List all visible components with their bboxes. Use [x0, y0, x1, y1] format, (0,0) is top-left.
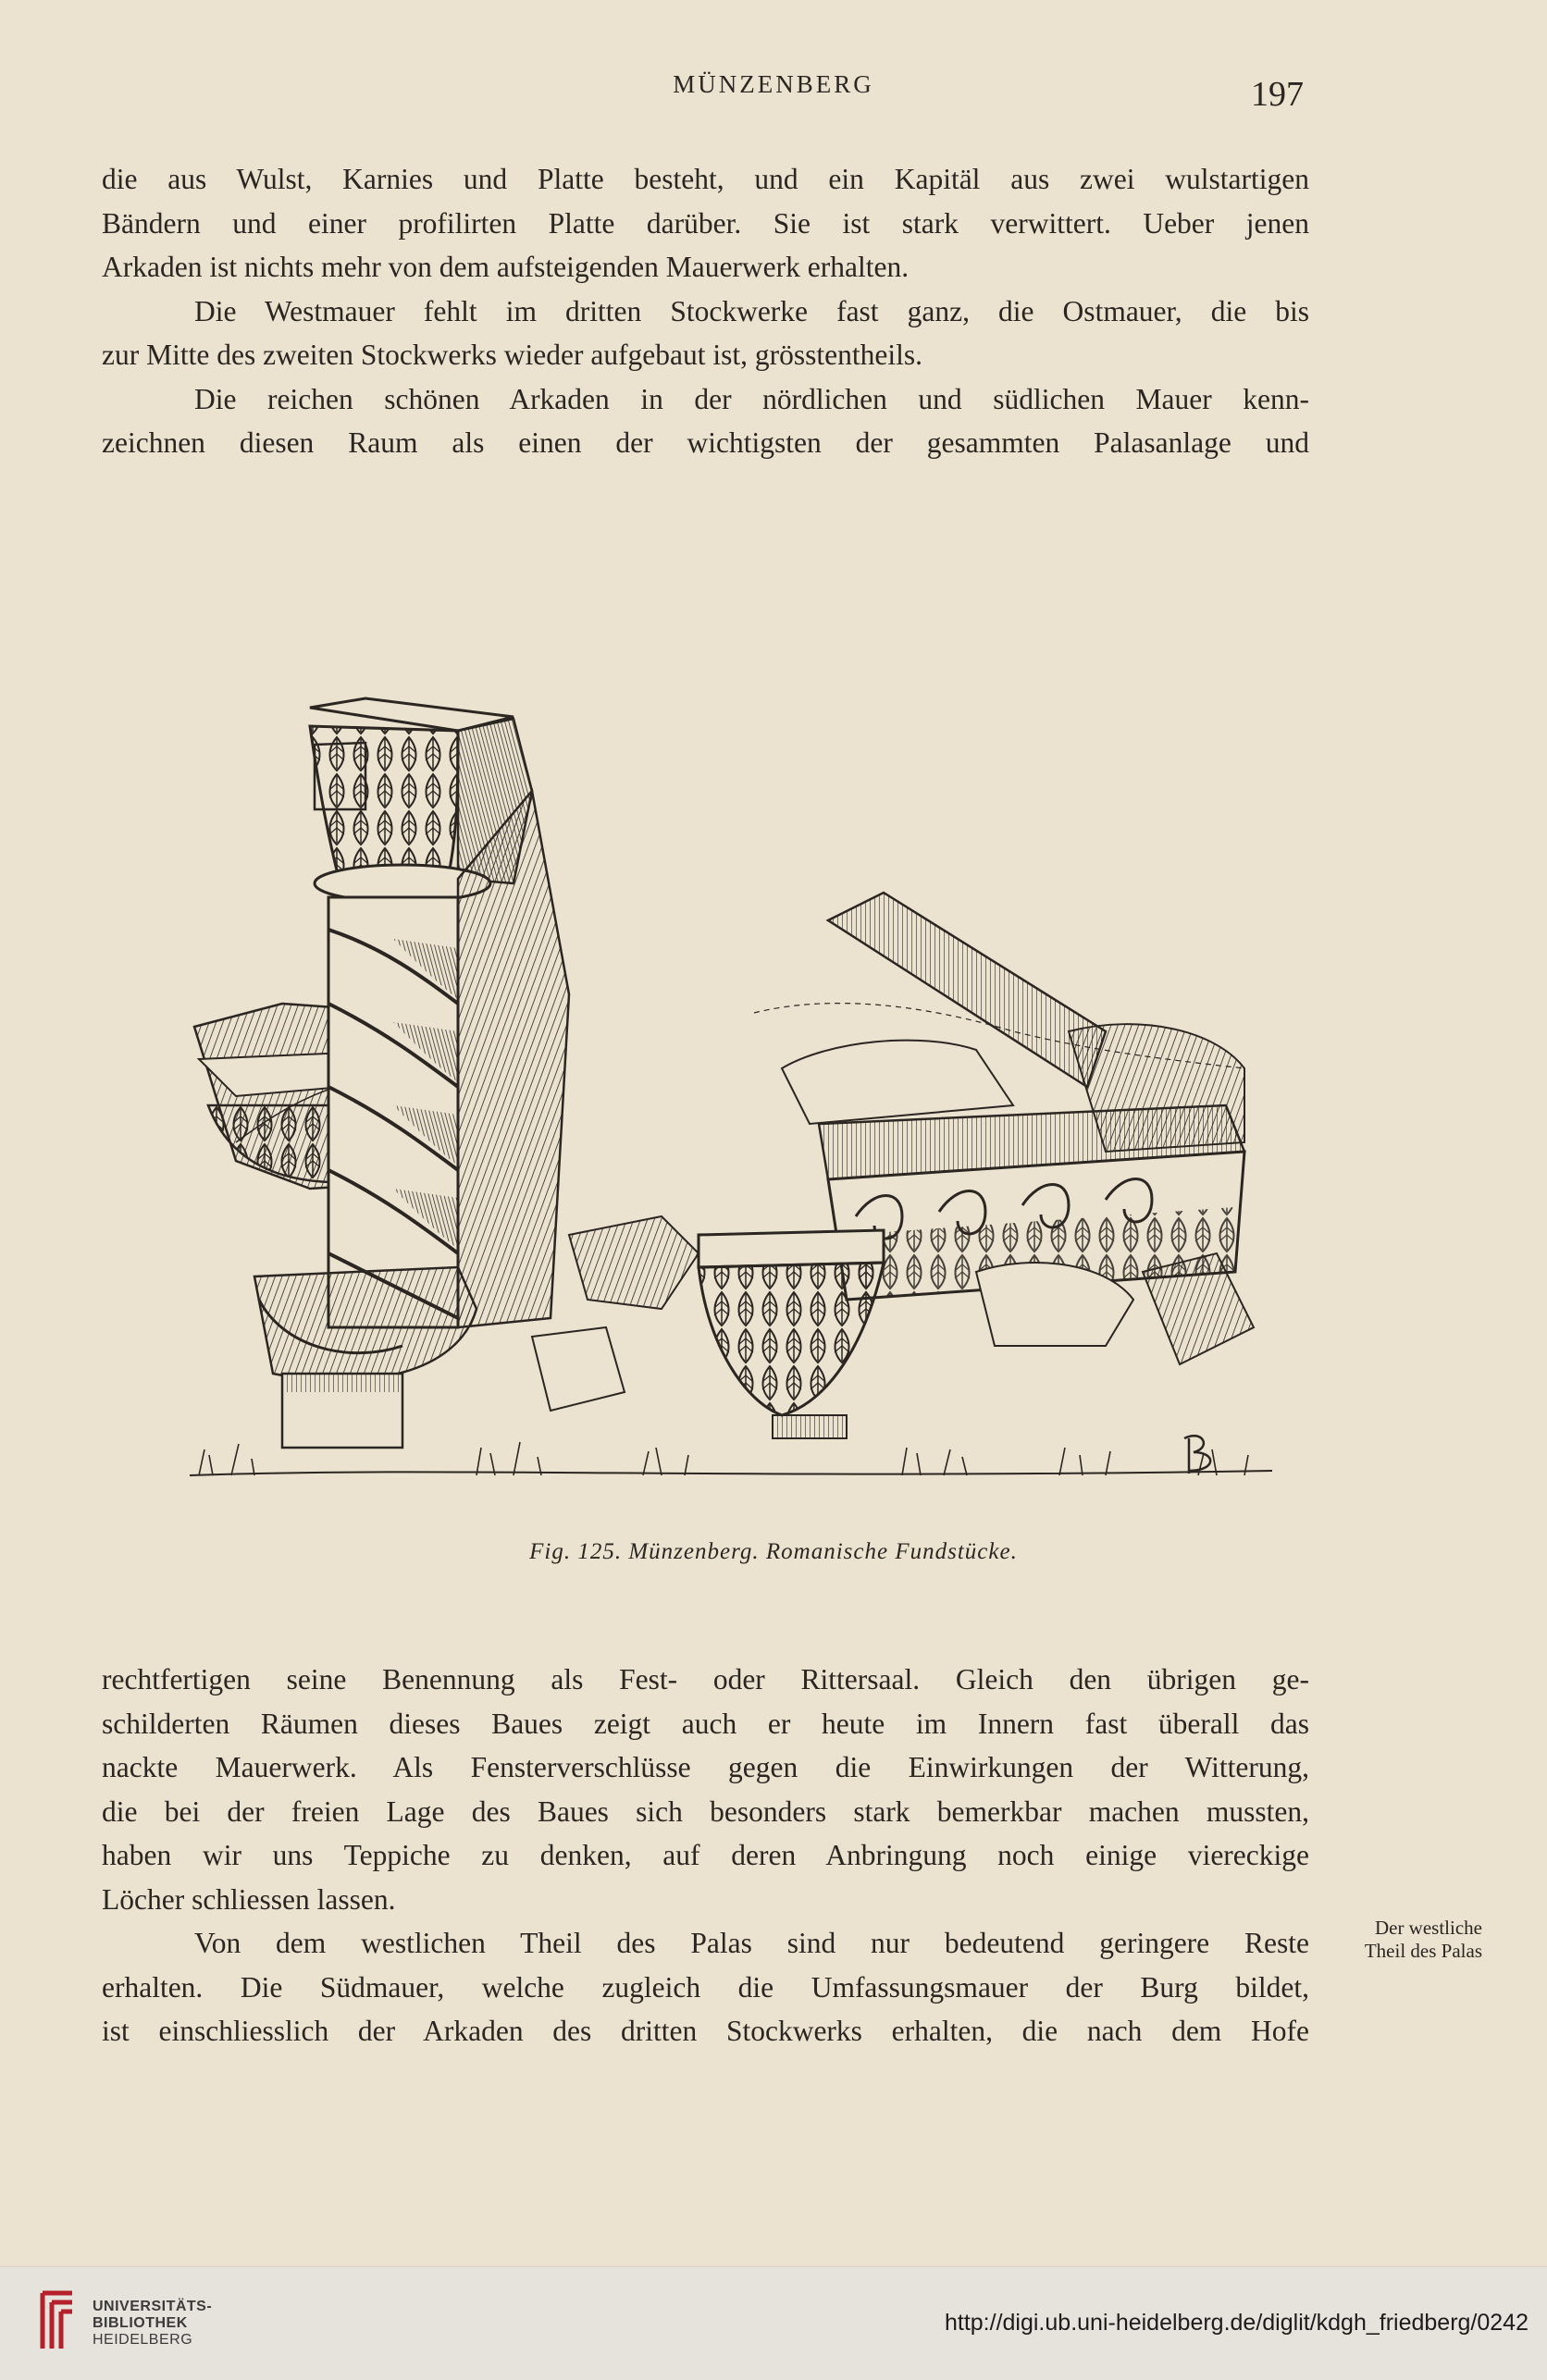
text-line: ist einschliesslich der Arkaden des dritten Stockwerks erhalten, die nach dem Hofe — [102, 2015, 1309, 2047]
permalink-url[interactable]: http://digi.ub.uni-heidelberg.de/diglit/kdgh_friedberg/0242 — [944, 2310, 1528, 2336]
text-line: zur Mitte des zweiten Stockwerks wieder aufgebaut ist, grösstentheils. — [102, 339, 923, 371]
text-line: rechtfertigen seine Benennung als Fest- oder Rittersaal. Gleich den übrigen ge- — [102, 1663, 1309, 1696]
figure-illustration — [180, 513, 1300, 1494]
text-line: Bändern und einer profilirten Platte darüber. Sie ist stark verwittert. Ueber jenen — [102, 206, 1309, 240]
library-name-line: HEIDELBERG — [93, 2332, 193, 2348]
text-line: Löcher schliessen lassen. — [102, 1882, 396, 1916]
text-line: Von dem westlichen Theil des Palas sind nur bedeutend geringere Reste — [194, 1927, 1309, 1959]
margin-note-line: Der westliche — [1374, 1917, 1482, 1939]
text-line: Die reichen schönen Arkaden in der nördlichen und südlichen Mauer kenn- — [194, 382, 1309, 415]
text-line: die aus Wulst, Karnies und Platte besteht, und ein Kapitäl aus zwei wulstartigen — [102, 163, 1309, 195]
figure-caption: Fig. 125. Münzenberg. Romanische Fundstücke. — [529, 1539, 1018, 1564]
text-line: haben wir uns Teppiche zu denken, auf deren Anbringung noch einige viereckige — [102, 1839, 1309, 1871]
body-text-bottom — [102, 1658, 1309, 2053]
margin-note-line: Theil des Palas — [1364, 1940, 1482, 1962]
library-logo-icon[interactable] — [35, 2288, 80, 2354]
text-line: Die Westmauer fehlt im dritten Stockwerke fast ganz, die Ostmauer, die bis — [194, 294, 1309, 327]
text-line: Arkaden ist nichts mehr von dem aufsteigenden Mauerwerk erhalten. — [102, 251, 910, 283]
text-line: zeichnen diesen Raum als einen der wichtigsten der gesammten Palasanlage und — [102, 426, 1309, 459]
body-text-top — [102, 157, 1309, 465]
library-name-line: UNIVERSITÄTS- — [93, 2299, 213, 2314]
text-line: nackte Mauerwerk. Als Fensterverschlüsse gegen die Einwirkungen der Witterung, — [102, 1751, 1309, 1783]
page-number: 197 — [1251, 75, 1304, 114]
text-line: schilderten Räumen dieses Baues zeigt auch er heute im Innern fast überall das — [102, 1707, 1309, 1740]
text-line: die bei der freien Lage des Baues sich besonders stark bemerkbar machen mussten, — [102, 1794, 1309, 1828]
library-name — [93, 2299, 212, 2349]
running-header: MÜNZENBERG — [673, 70, 874, 98]
margin-note — [1325, 1917, 1482, 1963]
library-name-line: BIBLIOTHEK — [93, 2315, 188, 2331]
viewer-footer — [0, 2266, 1547, 2380]
text-line: erhalten. Die Südmauer, welche zugleich die Umfassungsmauer der Burg bildet, — [102, 1970, 1309, 2004]
